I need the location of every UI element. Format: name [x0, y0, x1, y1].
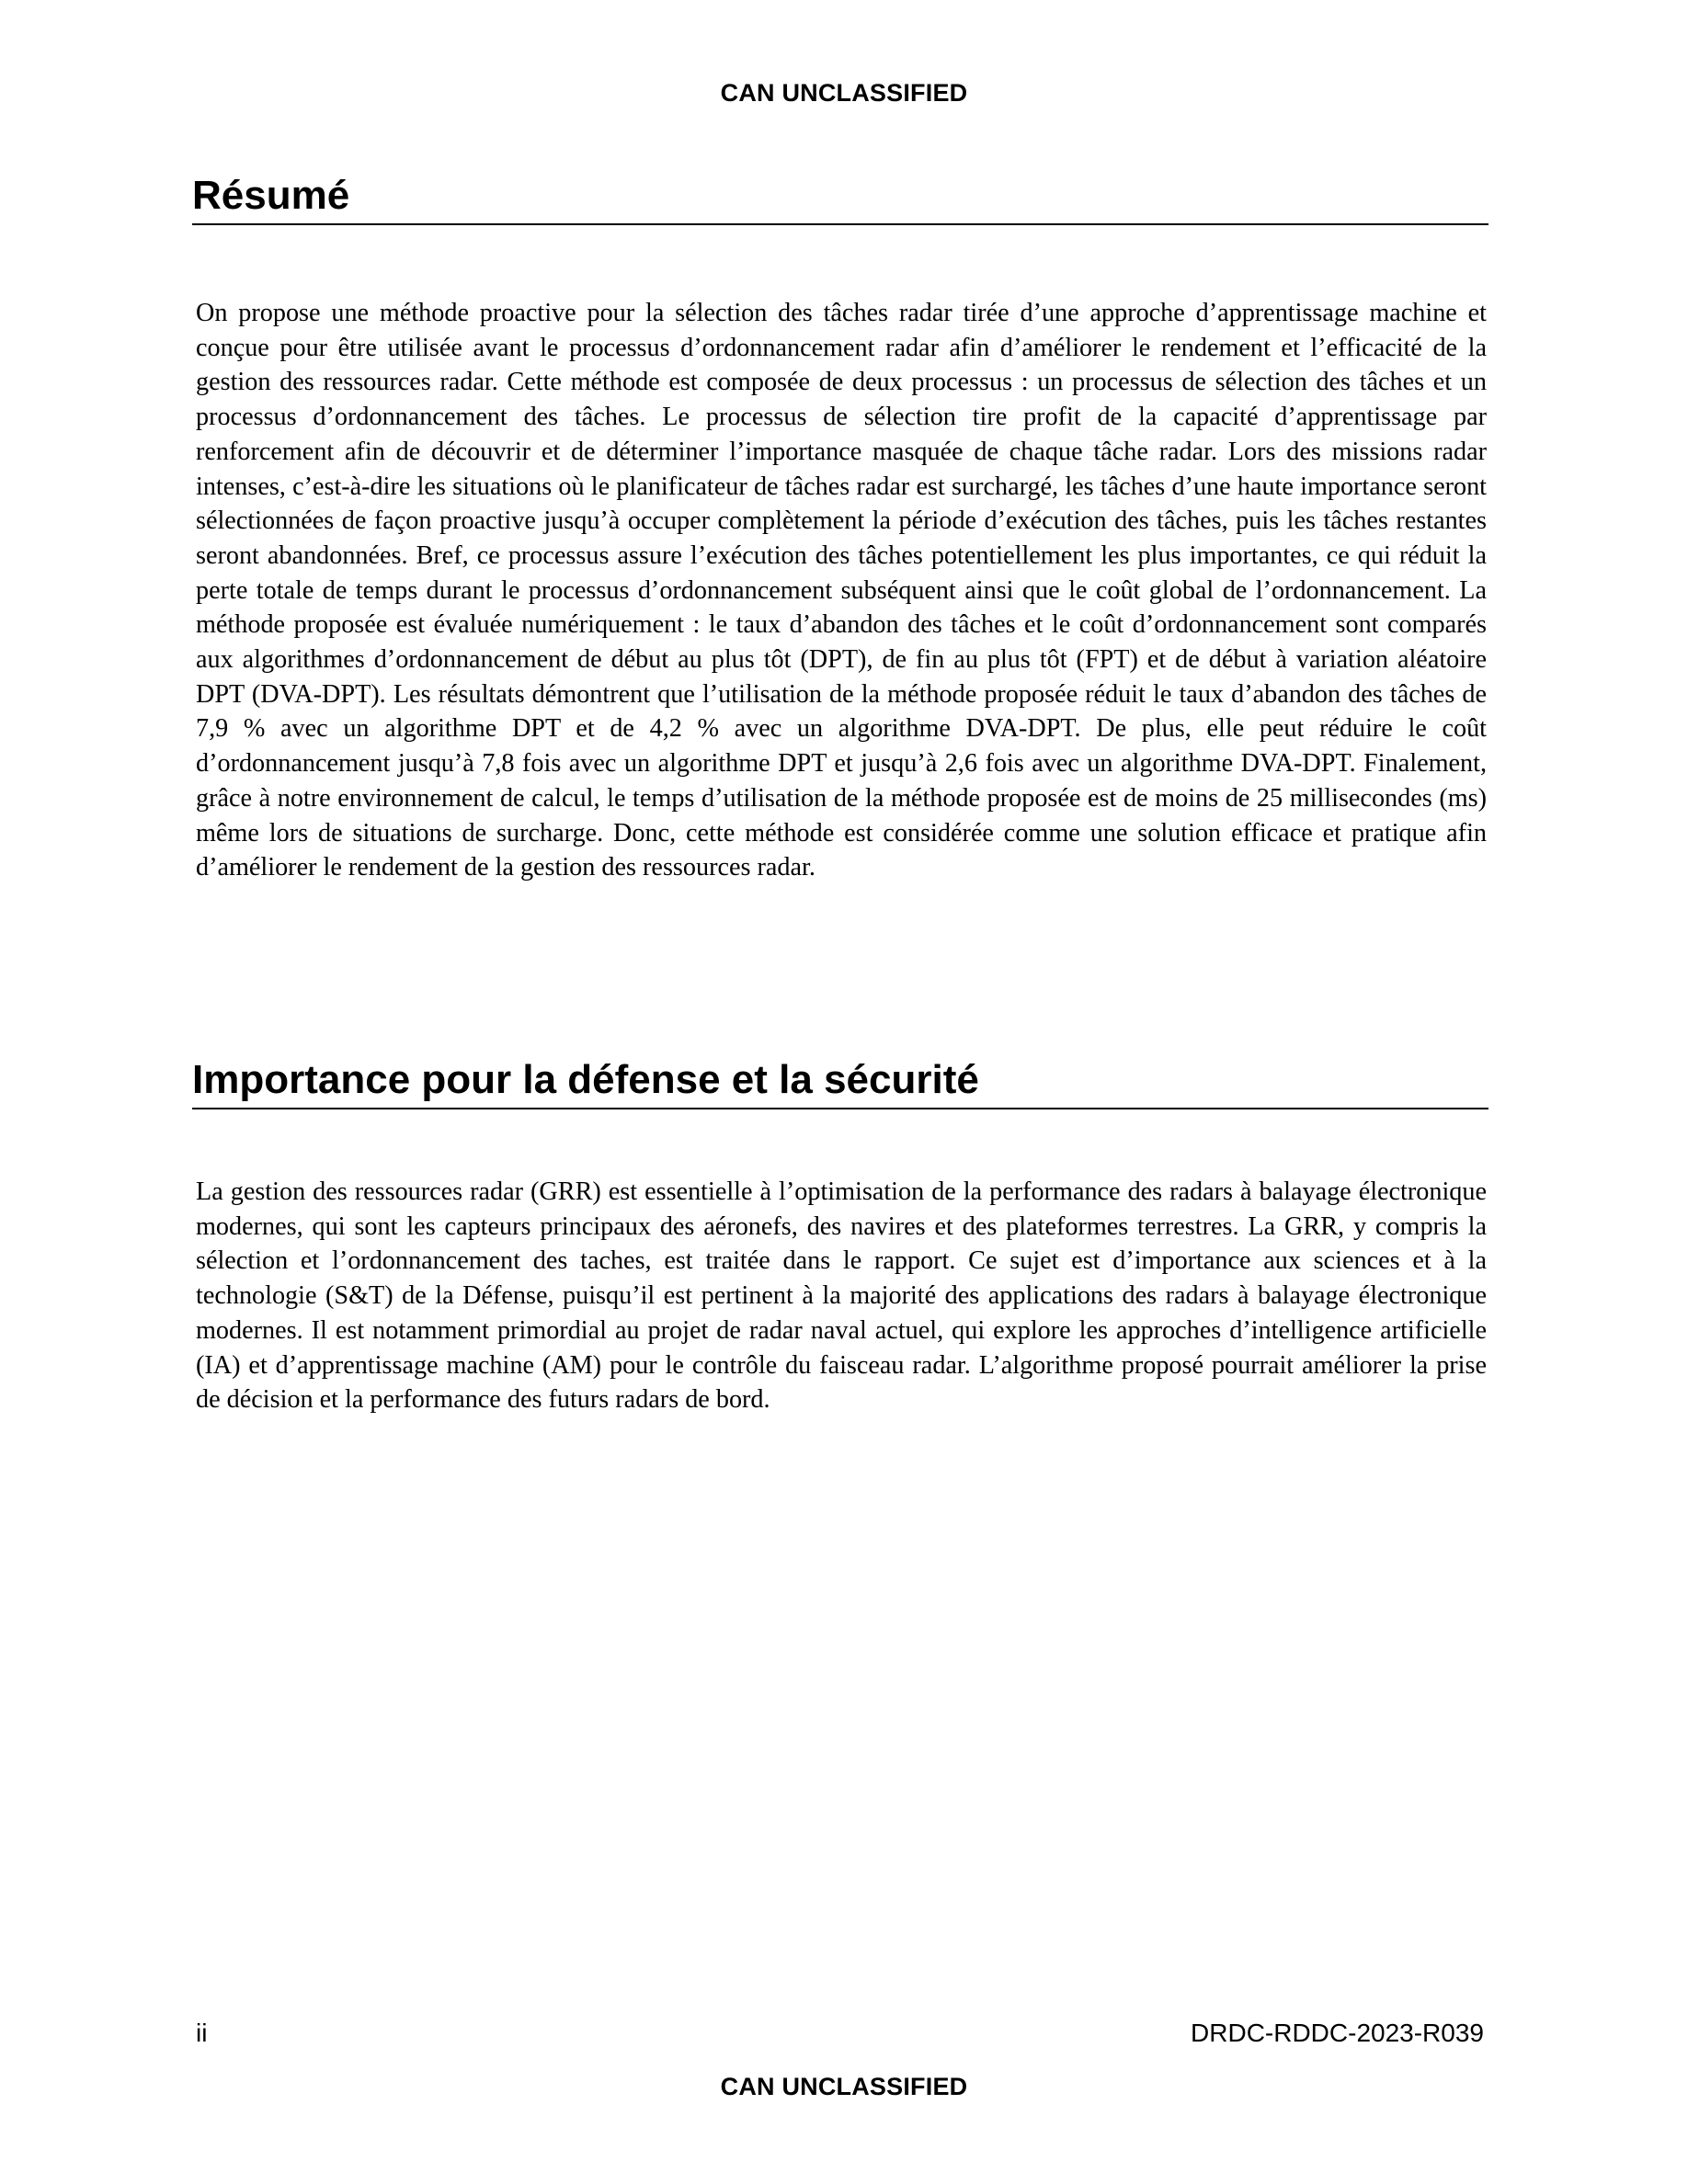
- top-classification-marking: CAN UNCLASSIFIED: [720, 79, 968, 107]
- section-resume: [192, 173, 1488, 882]
- document-number: DRDC-RDDC-2023-R039: [1191, 2019, 1484, 2047]
- section-body-resume: On propose une méthode proactive pour la sélection des tâches radar tirée d’une approche d’apprentissage machine et conçue pour être utilisée avant le processus d’ordonnancement radar afin d’améliorer le rendement et l’efficacité de la gestion des ressources radar. Cette méthode est composée de deux processus : un processus de sélection des tâches et un processus d’ordonnancement des tâches. Le processus de sélection tire profit de la capacité d’apprentissage par renforcement afin de découvrir et de déterminer l’importance masquée de chaque tâche radar. Lors des missions radar intenses, c’est-à-dire les situations où le planificateur de tâches radar est surchargé, les tâches d’une haute importance seront sélectionnées de façon proactive jusqu’à occuper complètement la période d’exécution des tâches, puis les tâches restantes seront abandonnées. Bref, ce processus assure l’exécution des tâches potentiellement les plus importantes, ce qui réduit la perte totale de temps durant le processus d’ordonnancement subséquent ainsi que le coût global de l’ordonnancement. La méthode proposée est évaluée numériquement : le taux d’abandon des tâches et le coût d’ordonnancement sont comparés aux algorithmes d’ordonnancement de début au plus tôt (DPT), de fin au plus tôt (FPT) et de début à variation aléatoire DPT (DVA-DPT). Les résultats démontrent que l’utilisation de la méthode proposée réduit le taux d’abandon des tâches de 7,9 % avec un algorithme DPT et de 4,2 % avec un algorithme DVA-DPT. De plus, elle peut réduire le coût d’ordonnancement jusqu’à 7,8 fois avec un algorithme DPT et jusqu’à 2,6 fois avec un algorithme DVA-DPT. Finalement, grâce à notre environnement de calcul, le temps d’utilisation de la méthode proposée est de moins de 25 millisecondes (ms) même lors de situations de surcharge. Donc, cette méthode est considérée comme une solution efficace et pratique afin d’améliorer le rendement de la gestion des ressources radar.: [196, 299, 1487, 882]
- section-heading-resume: Résumé: [192, 173, 1488, 225]
- section-heading-importance: Importance pour la défense et la sécurité: [192, 1057, 1488, 1109]
- section-importance: [192, 1057, 1488, 1415]
- page-number: ii: [196, 2019, 208, 2047]
- section-body-importance: La gestion des ressources radar (GRR) est essentielle à l’optimisation de la performance des radars à balayage électronique modernes, qui sont les capteurs principaux des aéronefs, des navires et des plateformes terrestres. La GRR, y compris la sélection et l’ordonnancement des taches, est traitée dans le rapport. Ce sujet est d’importance aux sciences et à la technologie (S&T) de la Défense, puisqu’il est pertinent à la majorité des applications des radars à balayage électronique modernes. Il est notamment primordial au projet de radar naval actuel, qui explore les approches d’intelligence artificielle (IA) et d’apprentissage machine (AM) pour le contrôle du faisceau radar. L’algorithme proposé pourrait améliorer la prise de décision et la performance des futurs radars de bord.: [196, 1177, 1487, 1415]
- bottom-classification-marking: CAN UNCLASSIFIED: [720, 2073, 968, 2100]
